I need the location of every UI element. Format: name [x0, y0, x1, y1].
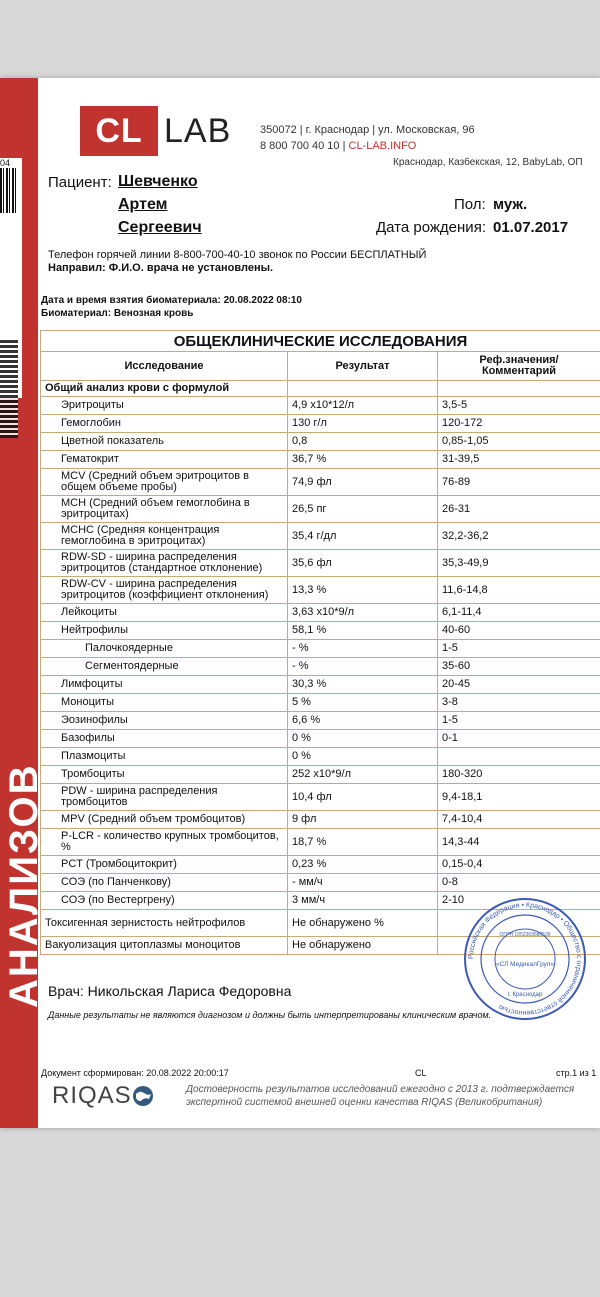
cl-lab-logo — [80, 106, 231, 156]
row-reference: 31-39,5 — [438, 451, 600, 469]
row-test-name: СОЭ (по Вестергрену) — [41, 892, 288, 910]
table-row — [41, 811, 600, 829]
row-test-name: Плазмоциты — [41, 748, 288, 766]
row-result: 0,8 — [288, 433, 438, 451]
row-reference: 3-8 — [438, 694, 600, 712]
row-result: 35,6 фл — [288, 550, 438, 577]
table-title: ОБЩЕКЛИНИЧЕСКИЕ ИССЛЕДОВАНИЯ — [41, 331, 600, 352]
row-reference: 32,2-36,2 — [438, 523, 600, 550]
row-test-name: Лимфоциты — [41, 676, 288, 694]
row-test-name: PCT (Тромбоцитокрит) — [41, 856, 288, 874]
referred-by: Направил: Ф.И.О. врача не установлены. — [48, 262, 274, 274]
row-test-name: Нейтрофилы — [41, 622, 288, 640]
row-reference: 6,1-11,4 — [438, 604, 600, 622]
row-test-name: Базофилы — [41, 730, 288, 748]
table-row — [41, 550, 600, 577]
row-reference — [438, 748, 600, 766]
stamp-ring-text: Российская Федерация • Краснодар • Общество с ограниченной ответственностью — [467, 901, 583, 1017]
table-row — [41, 748, 600, 766]
lab-phone: 8 800 700 40 10 | — [260, 140, 349, 152]
row-reference: 2-10 — [438, 892, 600, 910]
row-reference: 14,3-44 — [438, 829, 600, 856]
patient-patronymic: Сергеевич — [118, 219, 202, 236]
table-row — [41, 622, 600, 640]
table-row — [41, 658, 600, 676]
logo-cl: CL — [80, 106, 158, 156]
barcode-code: 04 — [0, 158, 11, 168]
disclaimer: Данные результаты не являются диагнозом и должны быть интерпретированы клиническим врачом. — [48, 1010, 492, 1020]
table-row — [41, 523, 600, 550]
row-test-name: MCV (Средний объем эритроцитов в общем объеме пробы) — [41, 469, 288, 496]
riqas-note: Достоверность результатов исследований ежегодно с 2013 г. подтверждается экспертной системой внешней оценки качества RIQAS (Великобритания) — [186, 1084, 575, 1108]
results-table — [40, 330, 600, 955]
row-result: - мм/ч — [288, 874, 438, 892]
row-reference: 180-320 — [438, 766, 600, 784]
table-row — [41, 433, 600, 451]
group-title: Общий анализ крови с формулой — [41, 381, 288, 397]
row-result: 0,23 % — [288, 856, 438, 874]
table-row — [41, 451, 600, 469]
row-test-name: Сегментоядерные — [41, 658, 288, 676]
row-test-name: Тромбоциты — [41, 766, 288, 784]
page-number: стр.1 из 1 — [556, 1068, 597, 1078]
row-test-name: Эозинофилы — [41, 712, 288, 730]
table-row — [41, 640, 600, 658]
row-reference: 0,85-1,05 — [438, 433, 600, 451]
table-row — [41, 415, 600, 433]
table-row — [41, 712, 600, 730]
row-test-name: Моноциты — [41, 694, 288, 712]
lab-site-link[interactable]: CL-LAB.INFO — [348, 140, 417, 152]
row-result: 58,1 % — [288, 622, 438, 640]
row-result: 10,4 фл — [288, 784, 438, 811]
row-test-name: Лейкоциты — [41, 604, 288, 622]
row-result: 74,9 фл — [288, 469, 438, 496]
lab-address: 350072 | г. Краснодар | ул. Московская, 96 — [260, 124, 475, 136]
row-reference: 20-45 — [438, 676, 600, 694]
row-test-name: MCHC (Средняя концентрация гемоглобина в эритроцитах) — [41, 523, 288, 550]
row-reference: 0-8 — [438, 874, 600, 892]
row-result: 18,7 % — [288, 829, 438, 856]
doc-formed: Документ сформирован: 20.08.2022 20:00:17 — [41, 1068, 229, 1078]
table-row — [41, 577, 600, 604]
table-row — [41, 730, 600, 748]
stamp-center-text: «СЛ МедикалГруп» — [495, 961, 555, 968]
row-test-name: P-LCR - количество крупных тромбоцитов, % — [41, 829, 288, 856]
qr-code-icon — [0, 338, 18, 438]
row-reference: 3,5-5 — [438, 397, 600, 415]
row-result: 130 г/л — [288, 415, 438, 433]
row-result: 252 x10*9/л — [288, 766, 438, 784]
row-result: 26,5 пг — [288, 496, 438, 523]
row-result: 30,3 % — [288, 676, 438, 694]
row-test-name: Цветной показатель — [41, 433, 288, 451]
table-row — [41, 397, 600, 415]
hotline-text: Телефон горячей линии 8-800-700-40-10 звонок по России БЕСПЛАТНЫЙ — [48, 249, 427, 261]
row-test-name: Вакуолизация цитоплазмы моноцитов — [41, 937, 288, 955]
clinic-stamp — [462, 896, 588, 1022]
globe-icon — [132, 1085, 154, 1107]
row-result: - % — [288, 658, 438, 676]
row-reference: 1-5 — [438, 640, 600, 658]
row-reference: 0-1 — [438, 730, 600, 748]
row-reference: 26-31 — [438, 496, 600, 523]
vertical-band-text: АНАЛИЗОВ — [2, 763, 46, 1008]
row-test-name: Палочкоядерные — [41, 640, 288, 658]
row-result: 0 % — [288, 748, 438, 766]
riqas-logo — [52, 1082, 154, 1110]
header-test: Исследование — [41, 352, 288, 381]
table-row — [41, 496, 600, 523]
row-result: 3 мм/ч — [288, 892, 438, 910]
row-reference: 1-5 — [438, 712, 600, 730]
sex-value: муж. — [493, 196, 528, 213]
dob-value: 01.07.2017 — [493, 219, 569, 236]
lab-branch: Краснодар, Казбекская, 12, BabyLab, ОП — [393, 157, 583, 168]
header-result: Результат — [288, 352, 438, 381]
sample-datetime: Дата и время взятия биоматериала: 20.08.2022 08:10 — [41, 295, 302, 306]
row-test-name: Гемоглобин — [41, 415, 288, 433]
row-result: 5 % — [288, 694, 438, 712]
row-result: 35,4 г/дл — [288, 523, 438, 550]
row-test-name: RDW-CV - ширина распределения эритроцитов (коэффициент отклонения) — [41, 577, 288, 604]
row-result: 3,63 x10*9/л — [288, 604, 438, 622]
lab-contacts — [260, 140, 416, 152]
row-test-name: PDW - ширина распределения тромбоцитов — [41, 784, 288, 811]
row-reference: 9,4-18,1 — [438, 784, 600, 811]
row-result: Не обнаружено — [288, 937, 438, 955]
header-reference: Реф.значения/ Комментарий — [438, 352, 600, 381]
row-reference: 120-172 — [438, 415, 600, 433]
row-result: 13,3 % — [288, 577, 438, 604]
row-result: Не обнаружено % — [288, 910, 438, 937]
row-result: 36,7 % — [288, 451, 438, 469]
row-reference: 35-60 — [438, 658, 600, 676]
row-reference: 40-60 — [438, 622, 600, 640]
row-reference: 76-89 — [438, 469, 600, 496]
table-row — [41, 694, 600, 712]
table-row — [41, 469, 600, 496]
row-reference: 11,6-14,8 — [438, 577, 600, 604]
riqas-text: RIQAS — [52, 1082, 132, 1109]
stamp-ogrn: ОГРН 1052303680539 — [499, 932, 551, 938]
table-row — [41, 829, 600, 856]
doctor-line: Врач: Никольская Лариса Федоровна — [48, 983, 292, 999]
sample-material: Биоматериал: Венозная кровь — [41, 308, 194, 319]
row-result: 9 фл — [288, 811, 438, 829]
sex-label: Пол: — [454, 196, 486, 213]
table-row — [41, 784, 600, 811]
lab-report-page — [0, 78, 600, 1128]
row-reference: 0,15-0,4 — [438, 856, 600, 874]
logo-lab: LAB — [164, 111, 232, 150]
row-test-name: Токсигенная зернистость нейтрофилов — [41, 910, 288, 937]
doc-cl: CL — [415, 1068, 427, 1078]
barcode-icon — [0, 168, 18, 213]
patient-surname: Шевченко — [118, 173, 198, 190]
row-test-name: MPV (Средний объем тромбоцитов) — [41, 811, 288, 829]
table-row — [41, 676, 600, 694]
row-result: 6,6 % — [288, 712, 438, 730]
table-row — [41, 874, 600, 892]
patient-name: Артем — [118, 196, 168, 213]
row-test-name: MCH (Средний объем гемоглобина в эритроцитах) — [41, 496, 288, 523]
row-result: - % — [288, 640, 438, 658]
table-row — [41, 766, 600, 784]
row-result: 0 % — [288, 730, 438, 748]
patient-label: Пациент: — [48, 174, 112, 191]
table-row — [41, 856, 600, 874]
red-side-band — [0, 78, 46, 1128]
barcode-strip — [0, 158, 22, 398]
dob-label: Дата рождения: — [376, 219, 486, 236]
stamp-city: г. Краснодар — [507, 992, 543, 998]
table-row — [41, 604, 600, 622]
row-result: 4,9 x10*12/л — [288, 397, 438, 415]
row-reference: 35,3-49,9 — [438, 550, 600, 577]
row-test-name: RDW-SD - ширина распределения эритроцитов (стандартное отклонение) — [41, 550, 288, 577]
row-test-name: Эритроциты — [41, 397, 288, 415]
row-reference: 7,4-10,4 — [438, 811, 600, 829]
row-test-name: Гематокрит — [41, 451, 288, 469]
row-test-name: СОЭ (по Панченкову) — [41, 874, 288, 892]
